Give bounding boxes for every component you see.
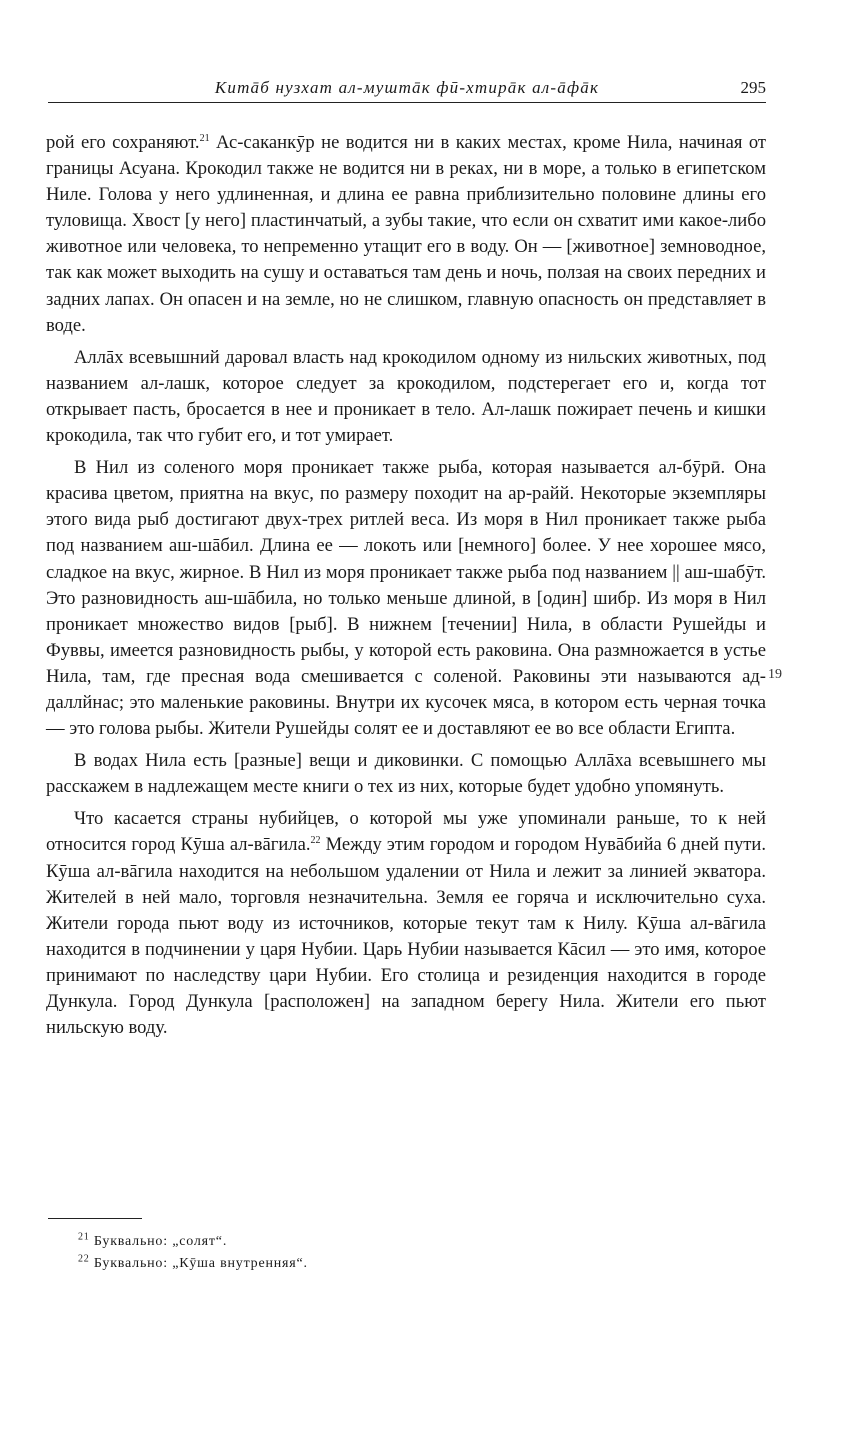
page-number: 295 — [740, 78, 766, 97]
paragraph-5 — [46, 806, 766, 1041]
margin-folio-number: 19 — [768, 667, 782, 682]
footnote-ref-21: 21 — [199, 132, 210, 144]
footnote-22 — [78, 1253, 678, 1275]
footnote-ref-22: 22 — [310, 835, 321, 847]
footnotes — [78, 1231, 678, 1275]
paragraph-2: Аллāх всевышний даровал власть над крокодилом одному из нильских животных, под названием ал-лашк, которое следует за крокодилом, подстерегает его и, когда тот открывает пасть, бросается в нее и проникает в тело. Ал-лашк пожирает печень и кишки крокодила, так что губит его, и тот умирает. — [46, 346, 766, 447]
paragraph-3: В Нил из соленого моря проникает также рыба, которая называется ал-бӯрӣ. Она красива цветом, приятна на вкус, по размеру походит на ар-райй. Некоторые экземпляры этого вида рыб достигают двух-трех ритлей веса. Из моря в Нил проникает также рыба под названием аш-шāбил. Длина ее — локоть или [немного] более. У нее хорошее мясо, сладкое на вкус, жирное. В Нил из моря проникает также рыба под названием || аш-шабӯт. Это разновидность аш-шāбила, но только меньше длиной, в [один] шибр. Из моря в Нил проникает множество видов [рыб]. В нижнем [течении] Нила, в области Рушейды и Фуввы, имеется разновидность рыбы, у которой есть раковина. Она размножается в устье Нила, там, где пресная вода смешивается с соленой. Раковины эти называются ад-даллйнас; это маленькие раковины. Внутри их кусочек мяса, в котором есть черная точка — это голова рыбы. Жители Рушейды солят ее и доставляют ее во все области Египта. — [46, 457, 766, 740]
footnote-rule — [48, 1218, 142, 1219]
footnote-21-text: Буквально: „солят“. — [89, 1234, 228, 1249]
paragraph-5-rest: Между этим городом и городом Нувāбийа 6 дней пути. Кӯша ал-вāгила находится на небольшом удалении от Нила и лежит за линией экватора. Жителей в ней мало, торговля незначительна. Земля ее горяча и исключительно суха. Жители города пьют воду из источников, которые текут там к Нилу. Кӯша ал-вāгила находится в подчинении у царя Нубии. Царь Нубии называется Кāсил — это имя, которое принимают по наследству цари Нубии. Его столица и резиденция находится в городе Дункула. Город Дункула [расположен] на западном берегу Нила. Жители его пьют нильскую воду. — [46, 834, 766, 1039]
paragraph-1-rest: Ас-саканкӯр не водится ни в каких местах, кроме Нила, начиная от границы Асуана. Крокодил также не водится ни в реках, ни в море, а только в египетском Ниле. Голова у него удлиненная, и длина ее равна приблизительно половине длины его туловища. Хвост [у него] пластинчатый, а зубы такие, что если он схватит ими какое-либо животное или человека, то непременно утащит его в воду. Он — [животное] земноводное, так как может выходить на сушу и оставаться там день и ночь, ползая на своих передних и задних лапах. Он опасен и на земле, но не слишком, главную опасность он представляет в воде. — [46, 132, 766, 336]
running-head — [48, 78, 766, 100]
running-title: Китāб нузхат ал-муштāк фӣ-хтирāк ал-āфāк — [214, 78, 600, 97]
footnote-21-number: 21 — [78, 1231, 90, 1243]
footnote-22-text: Буквально: „Кӯша внутренняя“. — [89, 1256, 308, 1271]
paragraph-5-start: Что касается страны нубийцев, о которой мы уже упоминали раньше, то к ней относится город Кӯша ал-вāгила. — [46, 808, 766, 856]
footnote-22-number: 22 — [78, 1253, 90, 1265]
paragraph-1 — [46, 130, 766, 339]
footnote-21 — [78, 1231, 678, 1253]
header-rule — [48, 102, 766, 103]
paragraph-4: В водах Нила есть [разные] вещи и диковинки. С помощью Аллāха всевышнего мы расскажем в надлежащем месте книги о тех из них, которые будет удобно упомянуть. — [46, 750, 766, 798]
main-text — [46, 130, 766, 1047]
paragraph-1-start: рой его сохраняют. — [46, 132, 200, 153]
